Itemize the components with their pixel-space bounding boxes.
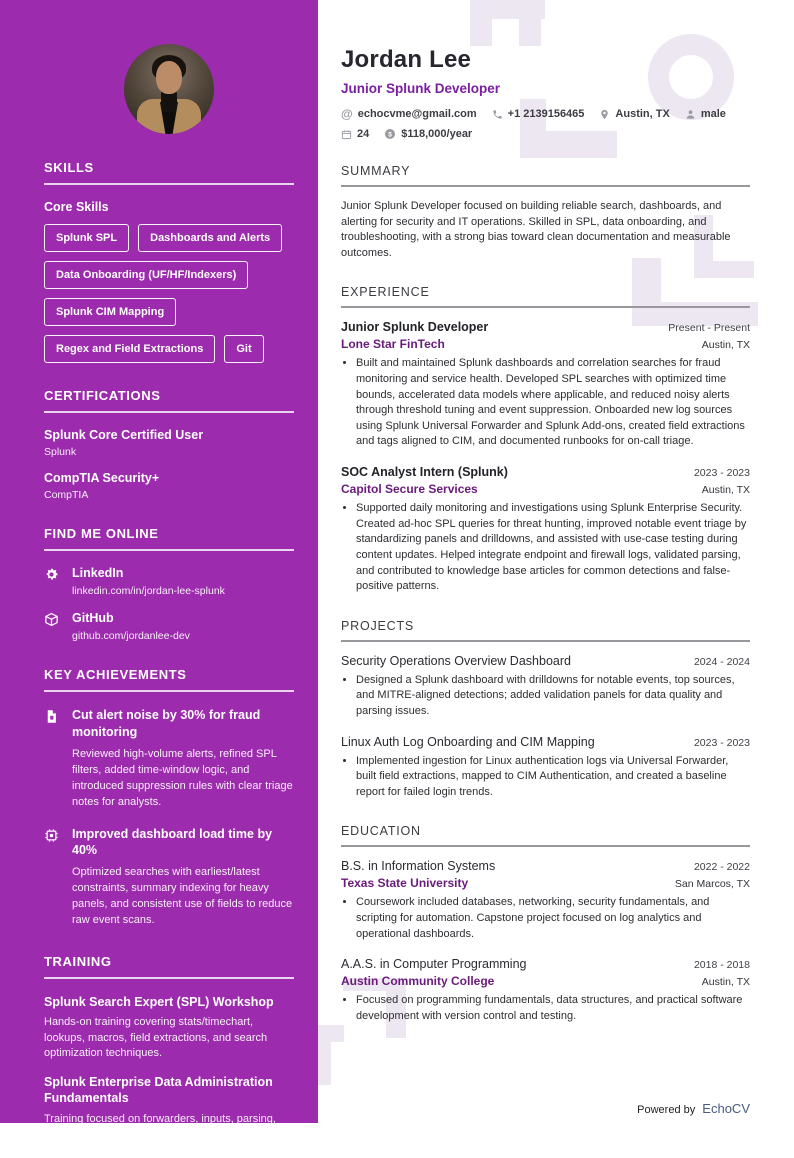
certification-item	[44, 428, 294, 458]
cube-icon	[44, 611, 60, 642]
contact-age-value: 24	[357, 128, 370, 140]
skill-chip: Git	[224, 335, 263, 363]
skill-chip: Splunk CIM Mapping	[44, 298, 176, 326]
job-dates: Present - Present	[668, 322, 750, 335]
summary-title: SUMMARY	[341, 164, 750, 187]
job-role: SOC Analyst Intern (Splunk)	[341, 465, 508, 480]
school-location: San Marcos, TX	[674, 878, 750, 891]
certification-name: Splunk Core Certified User	[44, 428, 204, 442]
school-name: Texas State University	[341, 876, 469, 891]
certification-issuer: CompTIA	[44, 489, 89, 501]
achievement-description: Reviewed high-volume alerts, refined SPL filters, added time-window logic, and introduced suppression rules with clear triage notes for analysts.	[72, 747, 293, 808]
project-name: Security Operations Overview Dashboard	[341, 653, 571, 668]
echocv-link[interactable]: EchoCV	[702, 1101, 750, 1116]
achievement-heading: Cut alert noise by 30% for fraud monitoring	[72, 708, 261, 739]
linkedin-label: LinkedIn	[72, 566, 124, 580]
key-achievements-section	[44, 667, 294, 929]
achievement-item	[44, 707, 294, 811]
education-bullets	[341, 993, 750, 1024]
profile-link-body	[72, 566, 225, 597]
file-icon	[44, 707, 60, 811]
profile-photo-wrap	[44, 44, 294, 134]
footer	[637, 1101, 750, 1116]
job-bullet: • Supported daily monitoring and investigations using Splunk Enterprise Security. Created ad-hoc SPL queries for threat hunting, improved notable event triage by standardizing panels and drilldowns, and assisted with use-case testing during content updates. Helped integrate endpoint and firewall logs, validated parsing, and contributed to knowledge base articles for common detections and false-positive patterns.	[356, 501, 750, 595]
certification-item	[44, 471, 294, 501]
contact-salary-value: $118,000/year	[401, 128, 473, 140]
gear-icon	[44, 566, 60, 597]
find-me-online-section	[44, 526, 294, 642]
certifications-section	[44, 388, 294, 501]
person-icon	[685, 109, 696, 120]
certification-name: CompTIA Security+	[44, 471, 160, 485]
skills-title: SKILLS	[44, 160, 294, 185]
skills-group-label: Core Skills	[44, 200, 109, 214]
contact-age	[341, 128, 369, 140]
contact-email	[341, 107, 477, 121]
project-bullets	[341, 673, 750, 720]
contact-location	[599, 107, 669, 121]
map-pin-icon	[599, 109, 610, 120]
project-dates: 2023 - 2023	[693, 736, 750, 749]
training-item	[44, 994, 294, 1062]
svg-text:$: $	[388, 131, 393, 139]
find-me-online-title: FIND ME ONLINE	[44, 526, 294, 551]
contact-email-value: echocvme@gmail.com	[357, 108, 477, 120]
job-company: Capitol Secure Services	[341, 482, 478, 497]
calendar-icon	[341, 129, 352, 140]
education-title: EDUCATION	[341, 824, 750, 847]
contact-phone-value: +1 2139156465	[507, 108, 585, 120]
education-bullet: • Coursework included databases, networking, security fundamentals, and scripting for automation. Capstone project focused on log analytics and operational dashboards.	[356, 895, 750, 942]
project-entry	[341, 654, 750, 720]
achievement-heading: Improved dashboard load time by 40%	[72, 826, 273, 858]
achievement-item	[44, 826, 294, 930]
achievement-description: Optimized searches with earliest/latest constraints, summary indexing for heavy panels, and consistent use of fields to reduce raw event scans.	[72, 866, 293, 927]
key-achievements-title: KEY ACHIEVEMENTS	[44, 667, 294, 692]
project-entry	[341, 735, 750, 801]
education-dates: 2022 - 2022	[693, 861, 750, 874]
skills-section	[44, 160, 294, 363]
skill-chip: Data Onboarding (UF/HF/Indexers)	[44, 261, 248, 289]
contact-salary	[384, 128, 472, 140]
training-description: Training focused on forwarders, inputs, parsing, index management basics, and data onboarding best practices.	[44, 1112, 279, 1156]
resume-main	[318, 0, 794, 1123]
project-bullet: • Designed a Splunk dashboard with drilldowns for notable events, top sources, and MITRE-aligned detections; added validation panels for data quality and parsing issues.	[356, 673, 750, 720]
job-role: Junior Splunk Developer	[341, 320, 489, 335]
job-bullets	[341, 501, 750, 595]
project-bullets	[341, 754, 750, 801]
job-company: Lone Star FinTech	[341, 337, 445, 352]
photo-face	[156, 61, 182, 94]
github-label: GitHub	[72, 611, 114, 625]
training-title: TRAINING	[44, 954, 294, 979]
certification-issuer: Splunk	[44, 446, 77, 458]
project-bullet: • Implemented ingestion for Linux authentication logs via Universal Forwarder, built field extractions, mapped to CIM Authentication, and created a baseline report for failed login trends.	[356, 754, 750, 801]
linkedin-url[interactable]: linkedin.com/in/jordan-lee-splunk	[72, 585, 225, 597]
job-location: Austin, TX	[701, 339, 750, 352]
experience-section	[341, 285, 750, 594]
degree-name: A.A.S. in Computer Programming	[341, 957, 527, 972]
candidate-name: Jordan Lee	[341, 46, 472, 73]
experience-title: EXPERIENCE	[341, 285, 750, 308]
profile-link-row	[44, 566, 294, 597]
training-description: Hands-on training covering stats/timechart, lookups, macros, field extractions, and search optimization techniques.	[44, 1016, 268, 1060]
footer-prefix: Powered by	[637, 1104, 696, 1116]
github-url[interactable]: github.com/jordanlee-dev	[72, 630, 190, 642]
summary-text: Junior Splunk Developer focused on building reliable search, dashboards, and alerting for security and IT operations. Skilled in SPL, data onboarding, and troubleshooting, with a strong bias toward clean documentation and measurable outcomes.	[341, 200, 731, 259]
phone-icon	[492, 109, 503, 120]
profile-link-row	[44, 611, 294, 642]
training-name: Splunk Enterprise Data Administration Fundamentals	[44, 1075, 273, 1106]
project-dates: 2024 - 2024	[693, 655, 750, 668]
contact-row	[341, 107, 750, 140]
experience-entry	[341, 320, 750, 450]
training-item	[44, 1074, 294, 1158]
education-bullets	[341, 895, 750, 942]
contact-gender-value: male	[700, 108, 726, 120]
school-location: Austin, TX	[701, 976, 750, 989]
skill-chip: Splunk SPL	[44, 224, 129, 252]
degree-name: B.S. in Information Systems	[341, 859, 496, 874]
achievement-body	[72, 707, 294, 811]
education-bullet: • Focused on programming fundamentals, data structures, and practical software development with version control and testing.	[356, 993, 750, 1024]
education-entry	[341, 859, 750, 942]
candidate-title: Junior Splunk Developer	[341, 81, 501, 96]
chip-icon	[44, 826, 60, 930]
job-bullet: • Built and maintained Splunk dashboards and correlation searches for fraud monitoring and service health. Developed SPL searches with optimized time bounds, accelerated data models where applicable, and reduced noisy alerts through threshold tuning and event suppression. Onboarded new log sources using Splunk Universal Forwarder and Splunk Add-ons, created field extractions and tags aligned to CIM, and documented runbooks for on-call triage.	[356, 356, 750, 450]
projects-section	[341, 619, 750, 801]
school-name: Austin Community College	[341, 974, 495, 989]
sidebar	[0, 0, 318, 1156]
profile-photo	[124, 44, 214, 134]
project-name: Linux Auth Log Onboarding and CIM Mapping	[341, 734, 595, 749]
certifications-title: CERTIFICATIONS	[44, 388, 294, 413]
skill-chip: Regex and Field Extractions	[44, 335, 215, 363]
job-dates: 2023 - 2023	[693, 467, 750, 480]
skill-chip: Dashboards and Alerts	[138, 224, 282, 252]
contact-gender	[685, 107, 726, 121]
job-bullets	[341, 356, 750, 450]
experience-entry	[341, 465, 750, 595]
education-section	[341, 824, 750, 1024]
education-dates: 2018 - 2018	[693, 959, 750, 972]
money-icon	[384, 128, 396, 140]
summary-section	[341, 164, 750, 261]
achievement-body	[72, 826, 294, 930]
job-location: Austin, TX	[701, 484, 750, 497]
projects-title: PROJECTS	[341, 619, 750, 642]
contact-gender-value-wrap: Austin, TX	[615, 108, 670, 120]
skills-chip-list	[44, 224, 294, 363]
training-section	[44, 954, 294, 1158]
contact-phone	[492, 107, 585, 121]
profile-link-body	[72, 611, 190, 642]
email-at-icon: @	[341, 107, 353, 121]
training-name: Splunk Search Expert (SPL) Workshop	[44, 995, 274, 1009]
education-entry	[341, 957, 750, 1024]
